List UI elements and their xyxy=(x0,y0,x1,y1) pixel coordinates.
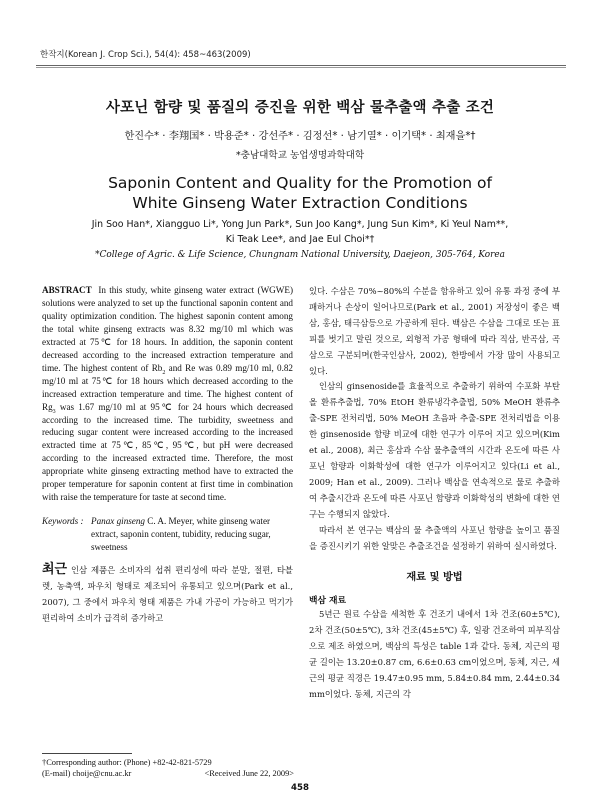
abstract-subscript-rb2: 2 xyxy=(162,369,166,376)
abstract-label: ABSTRACT xyxy=(42,285,92,295)
intro-paragraph xyxy=(42,562,293,627)
abstract-text-2: and Re was 0.89 mg/10 ml, 0.82 mg/10 ml at 75℃ for 18 hours which decreased according to the increased extraction temperature and time. The highest content of Rg xyxy=(42,362,293,412)
title-english-line2: White Ginseng Water Extraction Conditions xyxy=(132,194,468,212)
footnote-rule xyxy=(42,753,132,754)
intro-lead-word: 최근 xyxy=(42,562,68,578)
title-korean: 사포닌 함량 및 품질의 증진을 위한 백삼 물추출액 추출 조건 xyxy=(105,100,495,116)
keywords-list xyxy=(91,515,293,554)
keywords-species: Panax ginseng xyxy=(91,516,145,527)
authors-english-line1: Jin Soo Han*, Xiangguo Li*, Yong Jun Park*, Sun Joo Kang*, Jung Sun Kim*, Ki Yeul Nam**, xyxy=(91,219,509,230)
left-column xyxy=(42,284,293,627)
intro-text: 인삼 제품은 소비자의 섭취 편리성에 따라 분말, 절편, 타블렛, 농축액, 파우치 형태로 제조되어 유통되고 있으며(Park et al., 2007), 그 중에서 파우치 형태 제품은 가내 가공이 가능하고 먹기가 편리하여 소비가 급격히 증가하고 xyxy=(42,565,293,623)
page-number: 458 xyxy=(291,783,309,793)
title-english-line1: Saponin Content and Quality for the Promotion of xyxy=(108,174,492,192)
affiliation-english: *College of Agric. & Life Science, Chungnam National University, Daejeon, 305-764, Korea xyxy=(95,250,505,260)
footnote-email: (E-mail) choije@cnu.ac.kr xyxy=(42,769,132,778)
header-rule-thin xyxy=(36,67,566,68)
footnote-received: <Received June 22, 2009> xyxy=(204,769,294,778)
subsection-heading-material: 백삼 재료 xyxy=(309,596,347,607)
footnote-corresponding: †Corresponding author: (Phone) +82-42-821-5729 xyxy=(42,758,212,767)
body-paragraph-4: 5년근 원료 수삼을 세척한 후 건조기 내에서 1차 건조(60±5℃), 2차 건조(50±5℃), 3차 건조(45±5℃) 후, 일광 건조하여 피부직삼으로 제조 하였으며, 백삼의 특성은 table 1과 같다. 동체, 지근의 평균 길이는 13.20±0.87 cm, 6.6±0.63 cm이었으며, 동체, 지근, 세근의 평균 직경은 19.47±0.95 mm, 5.84±0.84 mm, 2.44±0.34 mm이었다. 동체, 지근의 각 xyxy=(309,609,561,699)
keywords xyxy=(42,515,293,554)
right-column xyxy=(309,284,560,703)
affiliation-korean: *충남대학교 농업생명과학대학 xyxy=(235,150,365,161)
header-rule xyxy=(36,65,566,66)
title-english xyxy=(0,173,600,213)
abstract-text-1: In this study, white ginseng water extract (WGWE) solutions were analyzed to set up the functional saponin content and quality optimization condition. The highest saponin content among the total white ginseng extracts was 8.32 mg/10 ml which was extracted at 75℃ for 18 hours. In addition, the saponin content decreased according to the increased extraction temperature and time. The highest content of Rb xyxy=(42,285,294,373)
footnote xyxy=(42,757,294,779)
keywords-label: Keywords : xyxy=(42,516,84,527)
authors-english xyxy=(0,217,600,247)
body-paragraph-3: 따라서 본 연구는 백삼의 물 추출액의 사포닌 함량을 높이고 품질을 증진시키기 위한 알맞은 추출조건을 설정하기 위하여 실시하였다. xyxy=(309,524,560,551)
authors-korean: 한진수* · 李翔国* · 박용준* · 강선주* · 김정선* · 남기열* · 이기택* · 최재을*† xyxy=(124,131,476,142)
body-paragraph-2: 인삼의 ginsenoside를 효율적으로 추출하기 위하여 수포화 부탄올 환류추출법, 70% EtOH 환류냉각추출법, 50% MeOH 환류추출-SPE 전처리법, 50% MeOH 초음파 추출-SPE 전처리법을 이용한 ginsenoside 함량 비교에 대한 연구가 이루어 지고 있으며(Kim et al., 2008), 최근 홍삼과 수삼 물추출액의 시간과 온도에 따른 사포닌 함량과 이화학성에 대한 연구가 이루어지고 있다(Li et al., 2009; Han et al., 2009). 그러나 백삼을 연속적으로 물로 추출하여 추출시간과 온도에 따른 사포닌 함량과 이화학성의 변화에 대한 연구는 수행되지 않았다. xyxy=(309,381,560,519)
body-paragraph-1: 있다. 수삼은 70%~80%의 수분을 함유하고 있어 유통 과정 중에 부패하거나 손상이 일어나므로(Park et al., 2001) 저장성이 좋은 백삼, 홍삼, 태극삼등으로 가공하게 된다. 백삼은 수삼을 그대로 또는 표피를 벗기고 말린 것으로, 외형적 가공 형태에 따라 직삼, 반곡삼, 곡삼으로 구분되며(한국인삼사, 2002), 한방에서 가장 많이 사용되고 있다. xyxy=(309,286,560,376)
section-heading-methods: 재료 및 방법 xyxy=(406,572,463,584)
journal-citation: 한작지(Korean J. Crop Sci.), 54(4): 458~463(2009) xyxy=(40,50,251,60)
keywords-rest: C. A. Meyer, white ginseng water extract, saponin content, tubidity, reducing sugar, sweetness xyxy=(91,516,271,553)
authors-english-line2: Ki Teak Lee*, and Jae Eul Choi*† xyxy=(225,234,375,245)
abstract-subscript-rg3: 3 xyxy=(52,408,56,415)
abstract-text-3: was 1.67 mg/10 ml at 95℃ for 24 hours which decreased according to the increased time. The turbidity, sweetness and reducing sugar content were increased according to the increased extracted time at 75℃, 85℃, 95℃, but pH were decreased according to the increased extracted time. Therefore, the most appropriate white ginseng extracting method have to extracted the proper temperature for saponin content at first time in combination with raise the temperature for taste at second time. xyxy=(42,401,293,503)
abstract xyxy=(42,284,293,504)
